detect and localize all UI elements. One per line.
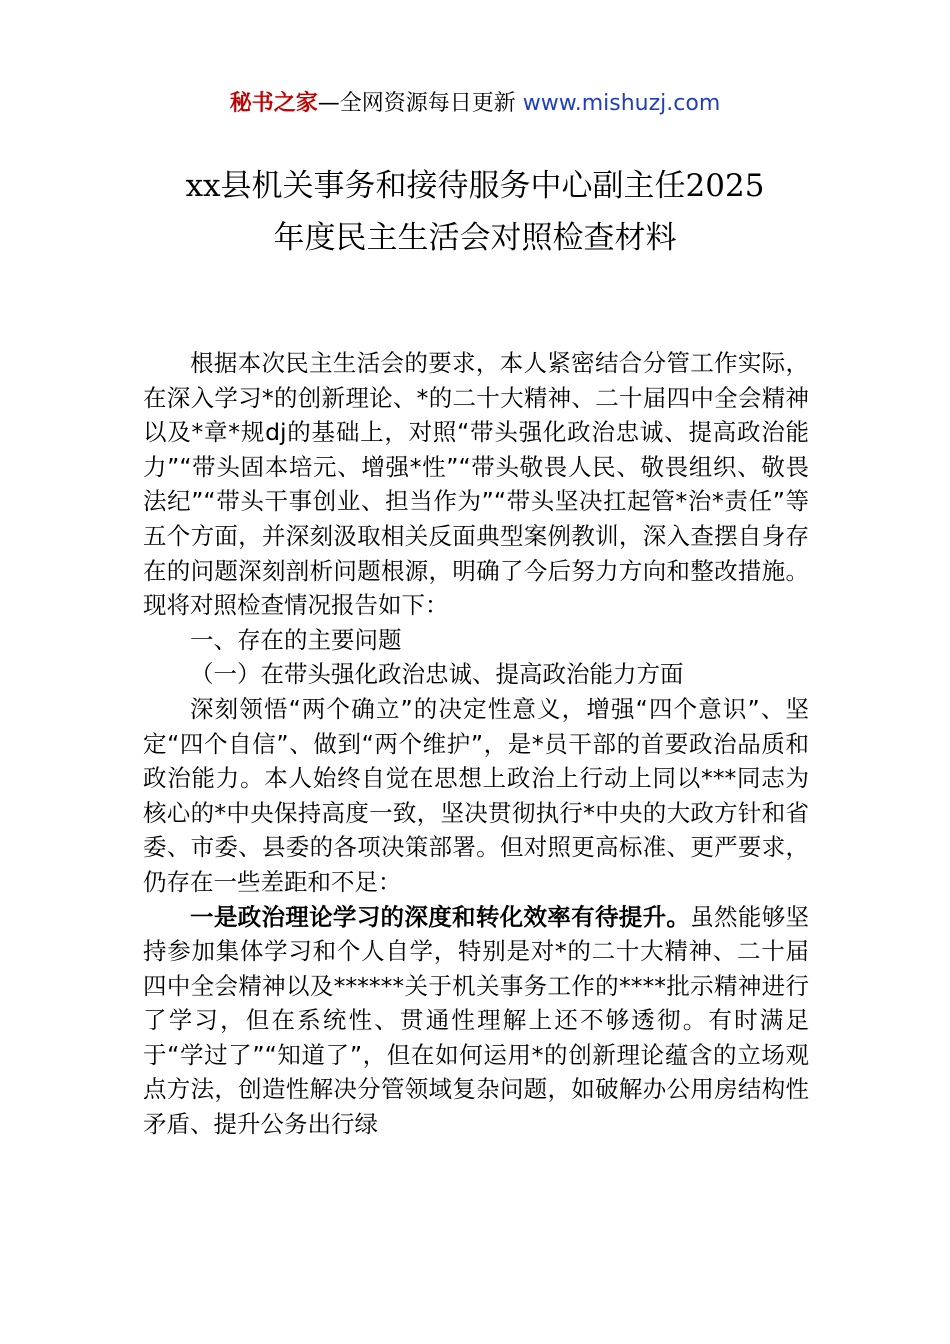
document-body: [143, 346, 809, 1142]
brand-name: 秘书之家: [229, 91, 318, 116]
point-body: 虽然能够坚持参加集体学习和个人自学，特别是对*的二十大精神、二十届四中全会精神以及******关于机关事务工作的****批示精神进行了学习，但在系统性、贯通性理解上还不够透彻。有时满足于“学过了”“知道了”，但在如何运用*的创新理论蕴含的立场观点方法，创造性解决分管领域复杂问题，如破解办公用房结构性矛盾、提升公务出行绿: [143, 902, 810, 1139]
intro-paragraph: 根据本次民主生活会的要求，本人紧密结合分管工作实际，在深入学习*的创新理论、*的二十大精神、二十届四中全会精神以及*章*规dj的基础上，对照“带头强化政治忠诚、提高政治能力”“带头固本培元、增强*性”“带头敬畏人民、敬畏组织、敬畏法纪”“带头干事创业、担当作为”“带头坚决扛起管*治*责任”等五个方面，并深刻汲取相关反面典型案例教训，深入查摆自身存在的问题深刻剖析问题根源，明确了今后努力方向和整改措施。现将对照检查情况报告如下：: [143, 349, 809, 620]
site-url-link[interactable]: www.mishuzj.com: [522, 91, 721, 116]
header-tagline: —全网资源每日更新: [317, 91, 523, 116]
title-line-2: 年度民主生活会对照检查材料: [273, 220, 677, 256]
document-title: [100, 160, 850, 264]
title-line-1: xx县机关事务和接待服务中心副主任2025: [185, 168, 765, 204]
site-header: [0, 88, 950, 120]
subsection-heading: （一）在带头强化政治忠诚、提高政治能力方面: [190, 660, 684, 689]
section-heading: 一、存在的主要问题: [190, 625, 402, 654]
point-paragraph: [143, 900, 809, 1142]
body-paragraph: 深刻领悟“两个确立”的决定性意义，增强“四个意识”、坚定“四个自信”、做到“两个维护”，是*员干部的首要政治品质和政治能力。本人始终自觉在思想上政治上行动上同以***同志为核心的*中央保持高度一致，坚决贯彻执行*中央的大政方针和省委、市委、县委的各项决策部署。但对照更高标准、更严要求，仍存在一些差距和不足：: [143, 694, 809, 896]
point-lead: 一是政治理论学习的深度和转化效率有待提升。: [190, 902, 691, 931]
